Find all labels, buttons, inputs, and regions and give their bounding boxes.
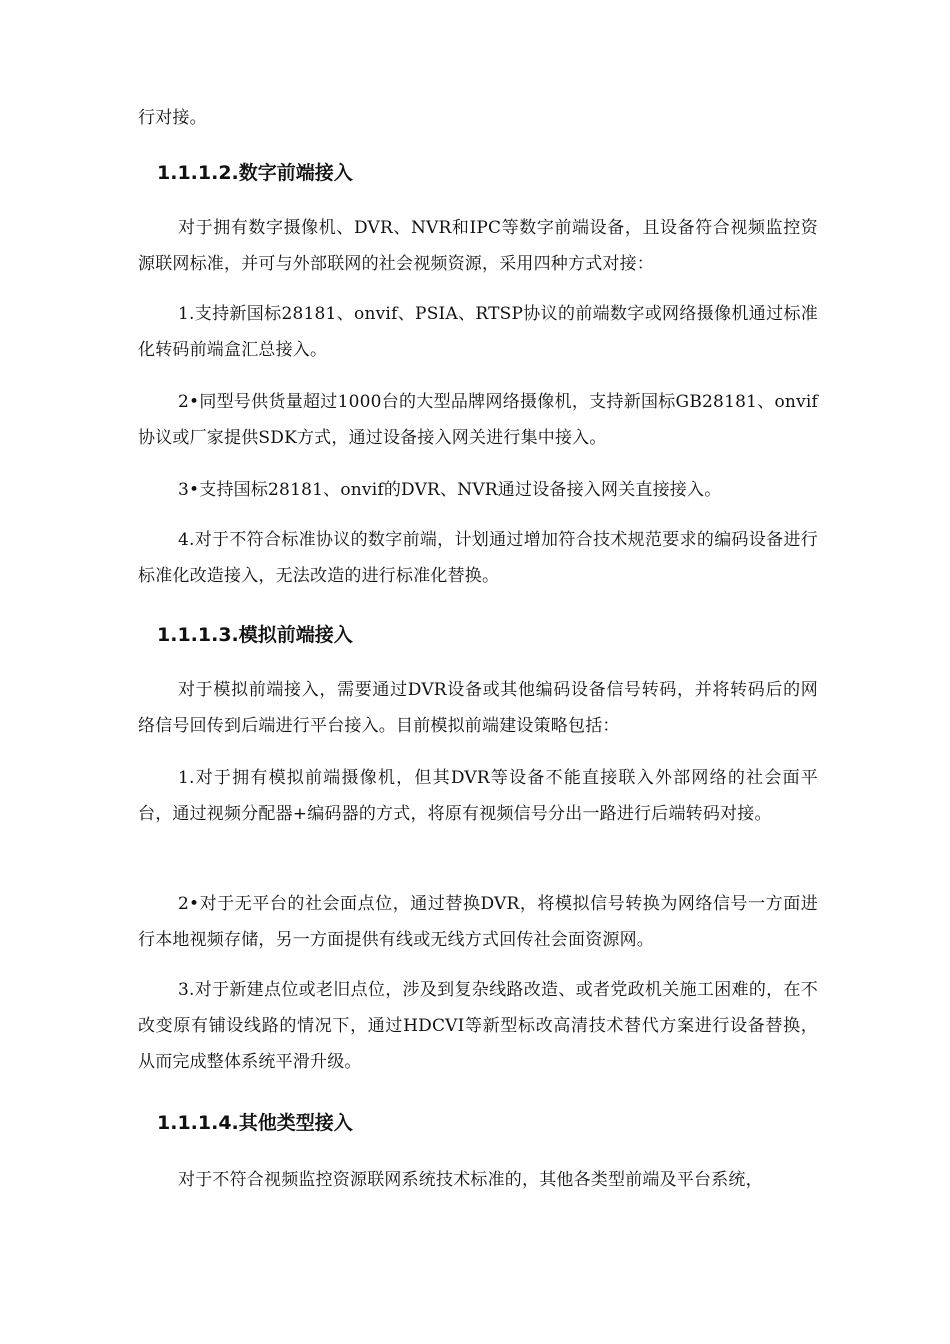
paragraph-digital-item-3: 3•支持国标28181、onvif的DVR、NVR通过设备接入网关直接接入。: [178, 480, 722, 500]
paragraph-digital-item-2: 2•同型号供货量超过1000台的大型品牌网络摄像机，支持新国标GB28181、onvif协议或厂家提供SDK方式，通过设备接入网关进行集中接入。: [138, 392, 818, 448]
paragraph-digital-item-1: 1.支持新国标28181、onvif、PSIA、RTSP协议的前端数字或网络摄像机通过标准化转码前端盒汇总接入。: [138, 304, 818, 360]
paragraph-analog-item-2: 2•对于无平台的社会面点位，通过替换DVR，将模拟信号转换为网络信号一方面进行本地视频存储，另一方面提供有线或无线方式回传社会面资源网。: [138, 894, 818, 950]
paragraph-analog-item-3: 3.对于新建点位或老旧点位，涉及到复杂线路改造、或者党政机关施工困难的，在不改变原有铺设线路的情况下，通过HDCVI等新型标改高清技术替代方案进行设备替换，从而完成整体系统平滑升级。: [138, 980, 818, 1072]
paragraph-analog-item-1: 1.对于拥有模拟前端摄像机，但其DVR等设备不能直接联入外部网络的社会面平台，通过视频分配器+编码器的方式，将原有视频信号分出一路进行后端转码对接。: [138, 768, 818, 824]
section-heading-analog-frontend: 1.1.1.3.模拟前端接入: [157, 624, 353, 646]
paragraph-digital-item-4: 4.对于不符合标准协议的数字前端，计划通过增加符合技术规范要求的编码设备进行标准化改造接入，无法改造的进行标准化替换。: [138, 530, 818, 586]
section-heading-digital-frontend: 1.1.1.2.数字前端接入: [157, 162, 353, 184]
paragraph-digital-intro: 对于拥有数字摄像机、DVR、NVR和IPC等数字前端设备，且设备符合视频监控资源联网标准，并可与外部联网的社会视频资源，采用四种方式对接：: [138, 218, 818, 274]
paragraph-continued: 行对接。: [138, 108, 207, 128]
paragraph-other-intro: 对于不符合视频监控资源联网系统技术标准的，其他各类型前端及平台系统，: [178, 1170, 763, 1190]
section-heading-other-types: 1.1.1.4.其他类型接入: [157, 1112, 353, 1134]
paragraph-analog-intro: 对于模拟前端接入，需要通过DVR设备或其他编码设备信号转码，并将转码后的网络信号回传到后端进行平台接入。目前模拟前端建设策略包括：: [138, 680, 818, 736]
